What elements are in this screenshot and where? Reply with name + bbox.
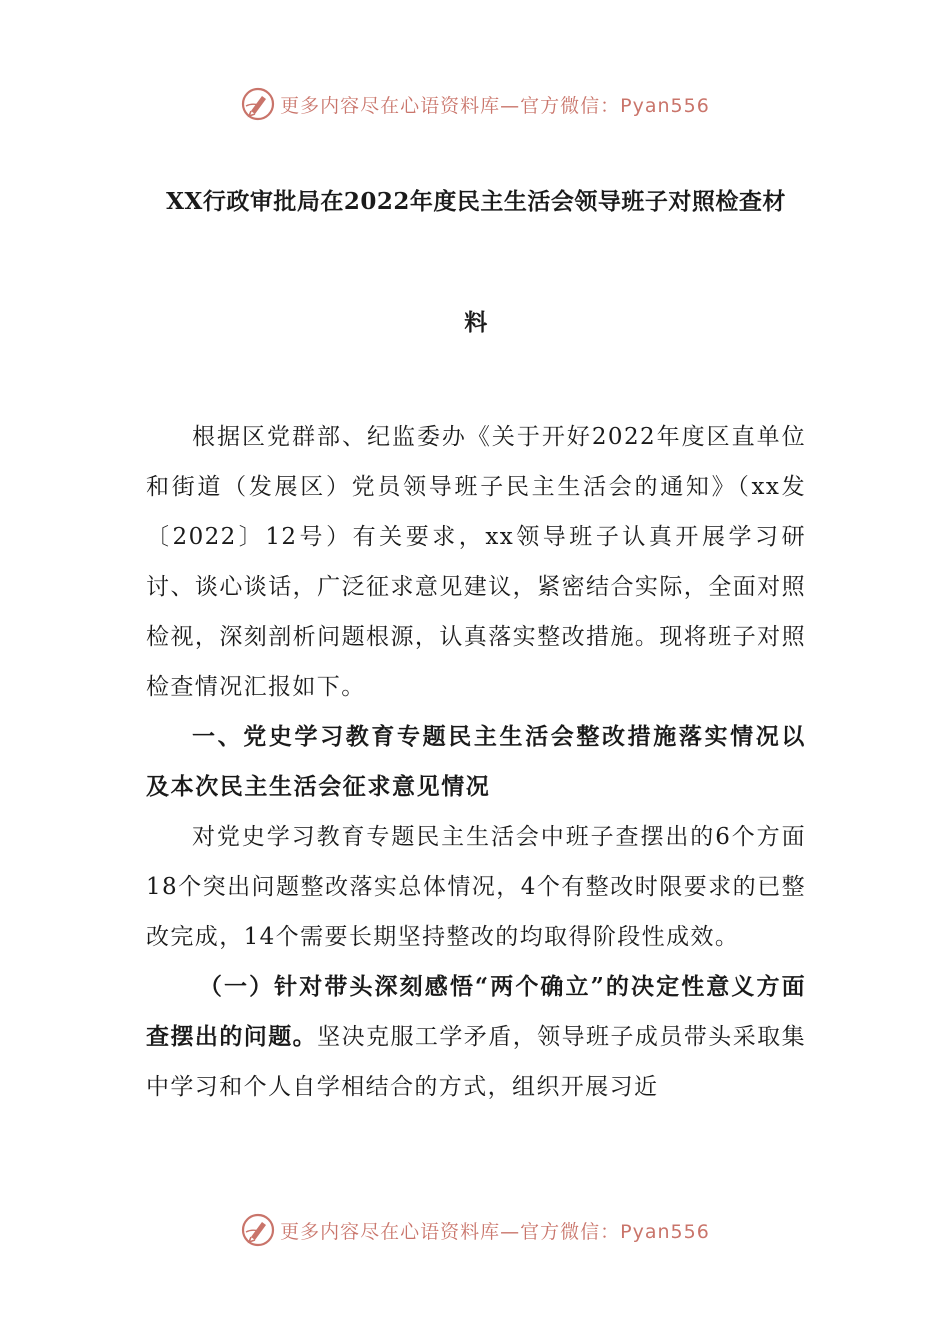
section-heading-1: 一、党史学习教育专题民主生活会整改措施落实情况以及本次民主生活会征求意见情况	[146, 723, 806, 800]
watermark-text: 更多内容尽在心语资料库—官方微信：Pyan556	[280, 1220, 710, 1243]
footer-watermark	[0, 1210, 950, 1250]
watermark-text: 更多内容尽在心语资料库—官方微信：Pyan556	[280, 94, 710, 117]
header-watermark	[0, 84, 950, 124]
summary-paragraph: 对党史学习教育专题民主生活会中班子查摆出的6个方面18个突出问题整改落实总体情况，4个有整改时限要求的已整改完成，14个需要长期坚持整改的均取得阶段性成效。	[146, 824, 806, 950]
intro-paragraph: 根据区党群部、纪监委办《关于开好2022年度区直单位和街道（发展区）党员领导班子民主生活会的通知》（xx发〔2022〕12号）有关要求，xx领导班子认真开展学习研讨、谈心谈话，广泛征求意见建议，紧密结合实际，全面对照检视，深刻剖析问题根源，认真落实整改措施。现将班子对照检查情况汇报如下。	[146, 424, 806, 700]
pen-logo-icon	[240, 86, 276, 122]
subsection-heading-1: （一）针对带头深刻感悟“两个确立”的决定性意义方面查摆出的问题。	[146, 973, 806, 1050]
subsection-text-1: 坚决克服工学矛盾，领导班子成员带头采取集中学习和个人自学相结合的方式，组织开展习近	[146, 1024, 806, 1100]
document-body	[146, 412, 806, 1112]
subsection-paragraph-1	[146, 962, 806, 1112]
pen-logo-icon	[240, 1212, 276, 1248]
document-title-line-2: 料	[464, 309, 488, 336]
document-title-line-1: XX行政审批局在2022年度民主生活会领导班子对照检查材	[166, 188, 786, 215]
